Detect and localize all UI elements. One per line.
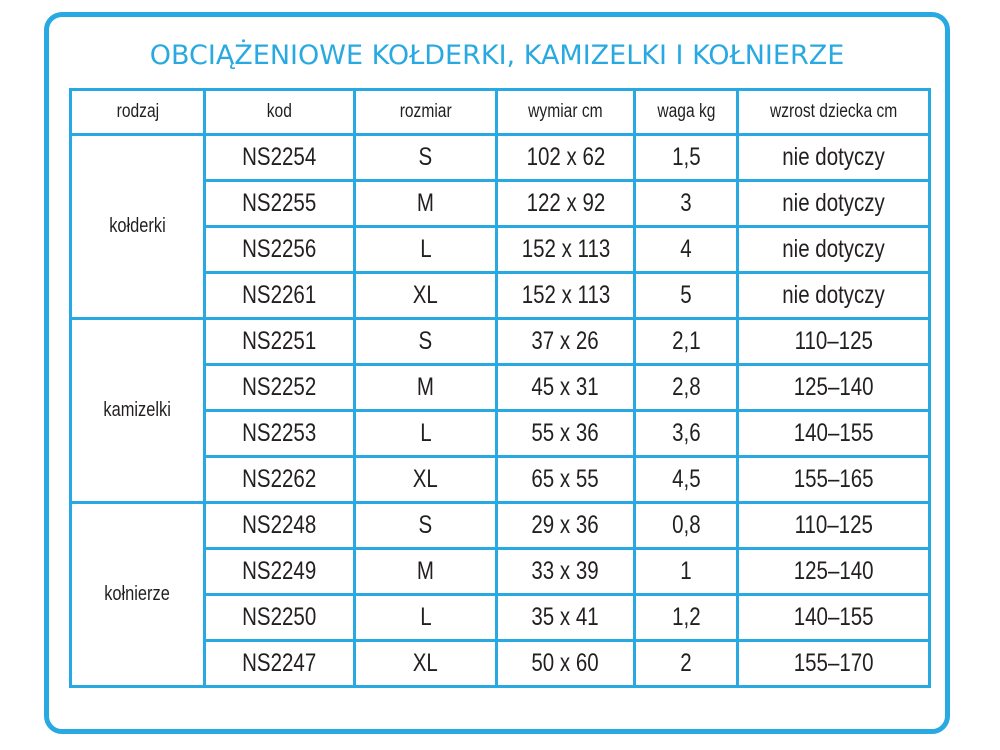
column-header-rozmiar: rozmiar — [355, 90, 497, 135]
cell-wzrost: 110–125 — [738, 319, 930, 365]
cell-rozmiar: XL — [355, 641, 497, 687]
cell-wymiar: 122 x 92 — [497, 181, 635, 227]
cell-rozmiar: L — [355, 595, 497, 641]
column-header-rodzaj: rodzaj — [71, 90, 205, 135]
group-label-kolderki: kołderki — [71, 135, 205, 319]
cell-waga: 2,1 — [635, 319, 738, 365]
cell-waga: 3 — [635, 181, 738, 227]
cell-waga: 5 — [635, 273, 738, 319]
cell-rozmiar: S — [355, 503, 497, 549]
column-header-kod: kod — [205, 90, 355, 135]
cell-rozmiar: M — [355, 181, 497, 227]
cell-wzrost: 125–140 — [738, 549, 930, 595]
table-row — [71, 503, 930, 549]
cell-wymiar: 55 x 36 — [497, 411, 635, 457]
cell-wymiar: 102 x 62 — [497, 135, 635, 181]
cell-kod: NS2256 — [205, 227, 355, 273]
cell-kod: NS2250 — [205, 595, 355, 641]
cell-waga: 1 — [635, 549, 738, 595]
cell-wzrost: nie dotyczy — [738, 181, 930, 227]
cell-waga: 1,5 — [635, 135, 738, 181]
cell-wymiar: 65 x 55 — [497, 457, 635, 503]
cell-rozmiar: S — [355, 319, 497, 365]
cell-waga: 2,8 — [635, 365, 738, 411]
cell-wymiar: 37 x 26 — [497, 319, 635, 365]
cell-waga: 0,8 — [635, 503, 738, 549]
cell-wzrost: 155–170 — [738, 641, 930, 687]
cell-kod: NS2255 — [205, 181, 355, 227]
cell-rozmiar: M — [355, 549, 497, 595]
cell-kod: NS2253 — [205, 411, 355, 457]
cell-waga: 4 — [635, 227, 738, 273]
cell-waga: 3,6 — [635, 411, 738, 457]
cell-kod: NS2249 — [205, 549, 355, 595]
column-header-wzrost: wzrost dziecka cm — [738, 90, 930, 135]
cell-kod: NS2251 — [205, 319, 355, 365]
cell-wzrost: 140–155 — [738, 595, 930, 641]
cell-kod: NS2262 — [205, 457, 355, 503]
cell-kod: NS2261 — [205, 273, 355, 319]
cell-wymiar: 50 x 60 — [497, 641, 635, 687]
cell-wzrost: nie dotyczy — [738, 273, 930, 319]
cell-wzrost: 110–125 — [738, 503, 930, 549]
cell-rozmiar: XL — [355, 457, 497, 503]
cell-wzrost: 155–165 — [738, 457, 930, 503]
cell-wymiar: 152 x 113 — [497, 273, 635, 319]
cell-wzrost: nie dotyczy — [738, 227, 930, 273]
cell-rozmiar: M — [355, 365, 497, 411]
cell-waga: 2 — [635, 641, 738, 687]
page-title: OBCIĄŻENIOWE KOŁDERKI, KAMIZELKI I KOŁNIERZE — [149, 40, 845, 71]
table-row — [71, 135, 930, 181]
cell-wymiar: 152 x 113 — [497, 227, 635, 273]
cell-kod: NS2248 — [205, 503, 355, 549]
column-header-waga: waga kg — [635, 90, 738, 135]
cell-wzrost: 125–140 — [738, 365, 930, 411]
size-table — [69, 88, 931, 688]
cell-kod: NS2247 — [205, 641, 355, 687]
cell-rozmiar: L — [355, 227, 497, 273]
cell-wymiar: 29 x 36 — [497, 503, 635, 549]
cell-wymiar: 45 x 31 — [497, 365, 635, 411]
cell-wymiar: 35 x 41 — [497, 595, 635, 641]
cell-wzrost: 140–155 — [738, 411, 930, 457]
cell-wzrost: nie dotyczy — [738, 135, 930, 181]
cell-rozmiar: XL — [355, 273, 497, 319]
cell-wymiar: 33 x 39 — [497, 549, 635, 595]
cell-waga: 1,2 — [635, 595, 738, 641]
table-row — [71, 319, 930, 365]
cell-rozmiar: S — [355, 135, 497, 181]
cell-kod: NS2254 — [205, 135, 355, 181]
group-label-kolnierze: kołnierze — [71, 503, 205, 687]
cell-waga: 4,5 — [635, 457, 738, 503]
cell-kod: NS2252 — [205, 365, 355, 411]
table-header-row — [71, 90, 930, 135]
column-header-wymiar: wymiar cm — [497, 90, 635, 135]
cell-rozmiar: L — [355, 411, 497, 457]
group-label-kamizelki: kamizelki — [71, 319, 205, 503]
